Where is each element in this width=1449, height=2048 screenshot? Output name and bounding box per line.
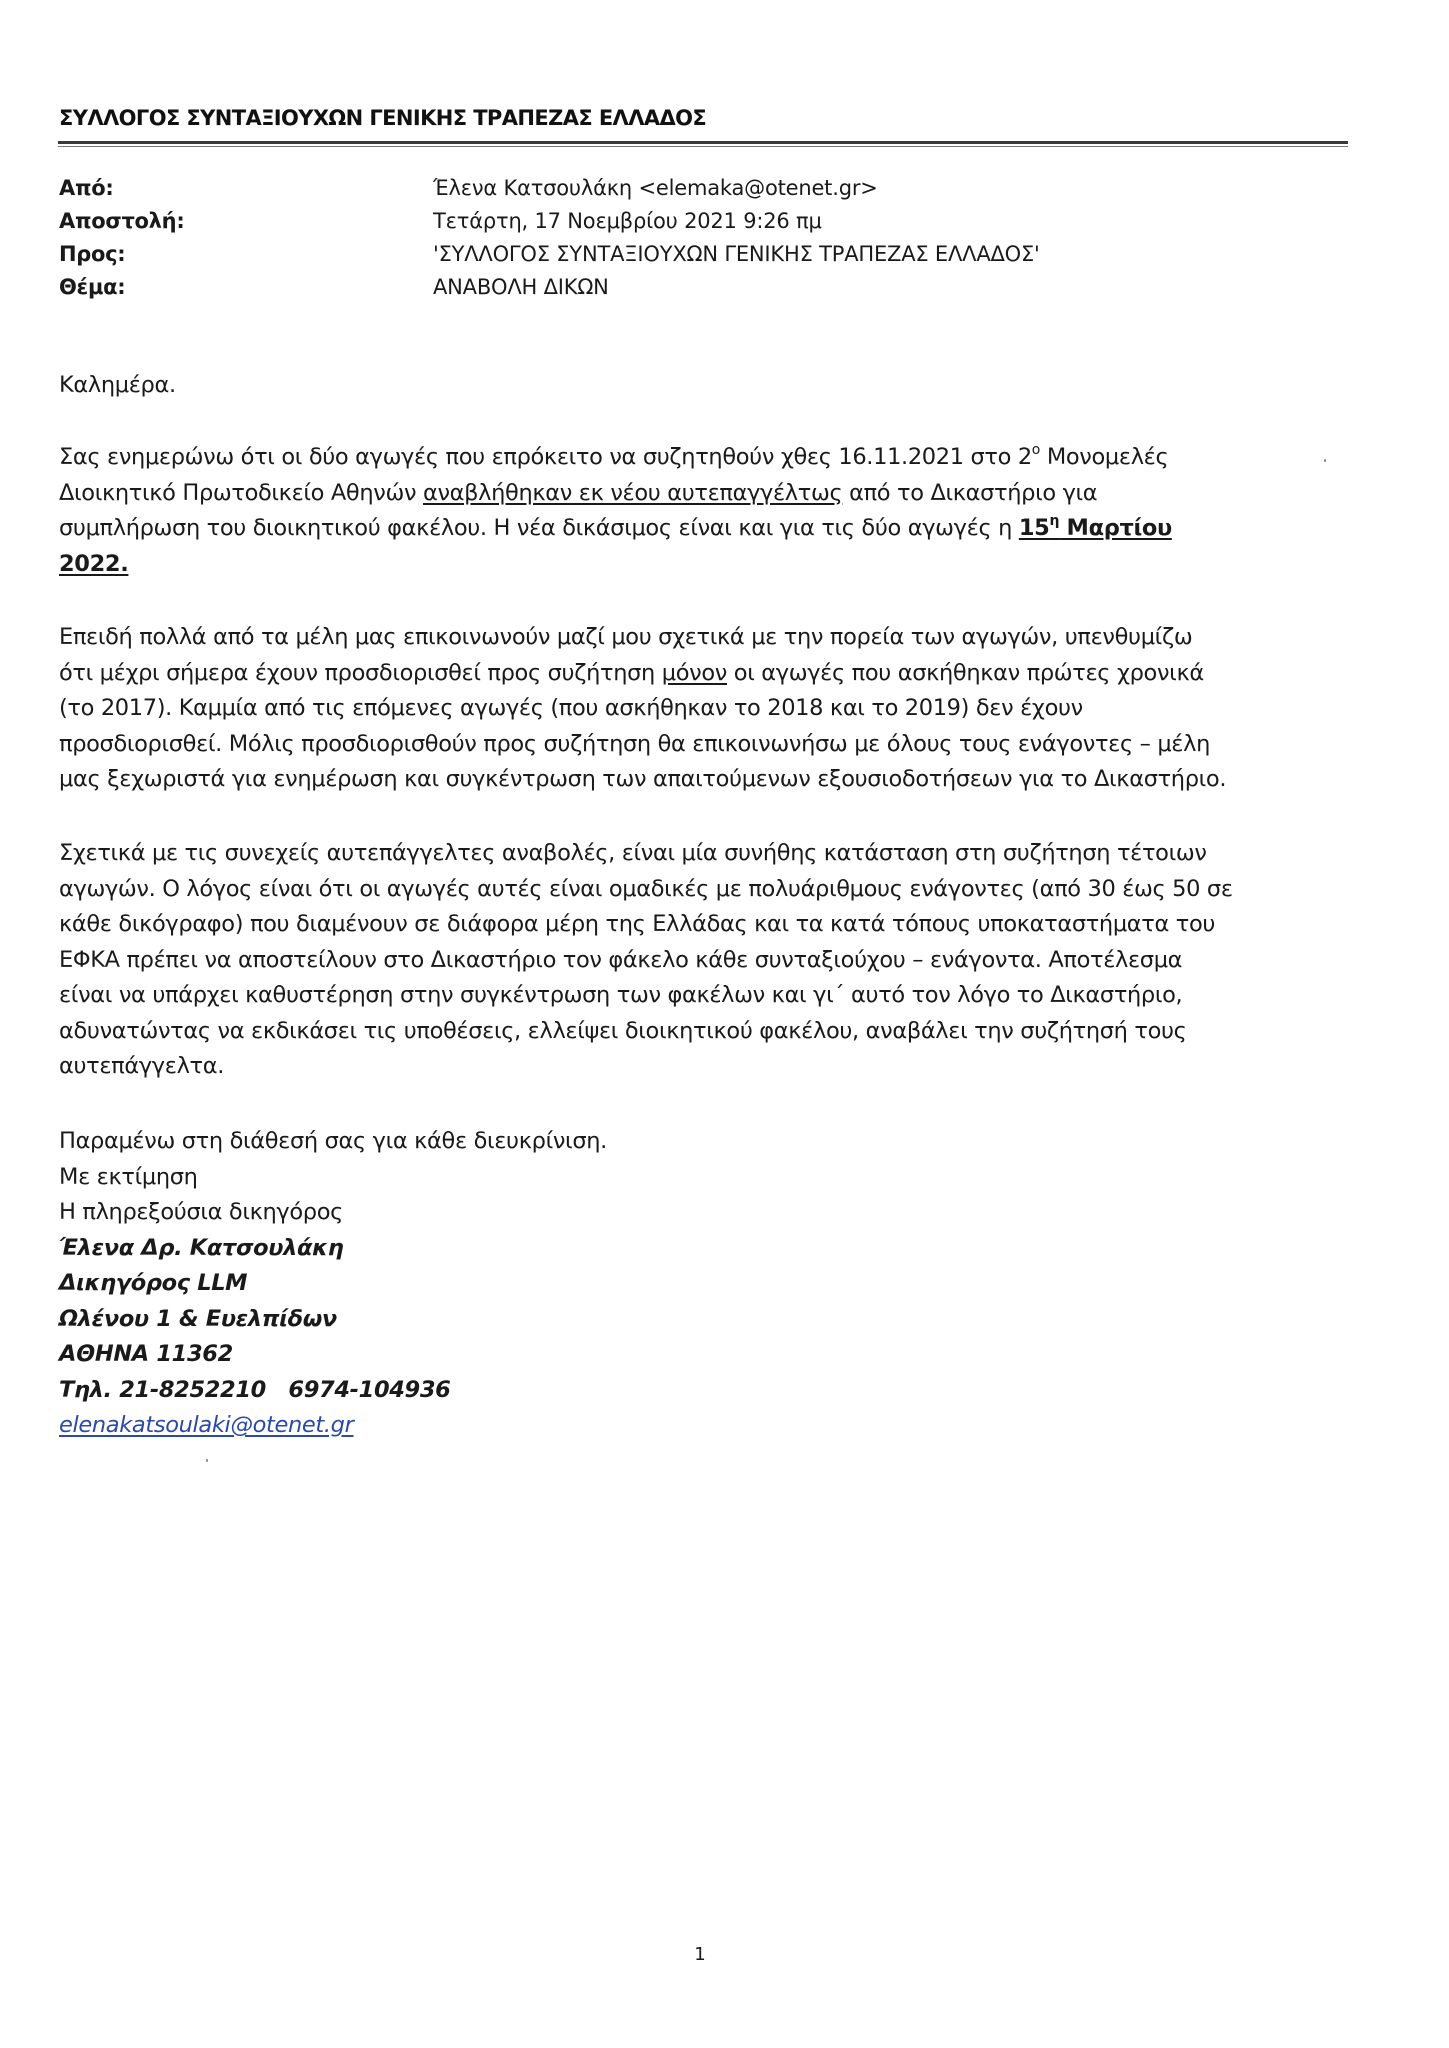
closing-line: Παραμένω στη διάθεσή σας για κάθε διευκρίνιση. xyxy=(59,1128,607,1154)
p1-l2-text-end: από το Δικαστήριο για xyxy=(842,479,1098,506)
p2-l2-text: ότι μέχρι σήμερα έχουν προσδιορισθεί προς συζήτηση xyxy=(59,659,662,686)
signature-phone: Τηλ. 21-8252210 6974-104936 xyxy=(59,1376,451,1403)
from-value: Έλενα Κατσουλάκη <elemaka@otenet.gr> xyxy=(433,176,878,200)
header-divider-thin xyxy=(58,146,1348,147)
p1-line-1 xyxy=(59,440,1359,476)
greeting: Καλημέρα. xyxy=(59,372,176,398)
signature-title: Δικηγόρος LLM xyxy=(59,1270,248,1296)
date-day: 15 xyxy=(1018,515,1050,541)
p2-line-1: Επειδή πολλά από τα μέλη μας επικοινωνούν μαζί μου σχετικά με την πορεία των αγωγών, υπενθυμίζω xyxy=(59,624,1193,650)
p2-line-5: μας ξεχωριστά για ενημέρωση και συγκέντρωση των απαιτούμενων εξουσιοδοτήσεων για το Δικαστήριο. xyxy=(59,766,1227,792)
subject-row xyxy=(59,271,1359,304)
p2-line-3: (το 2017). Καμμία από τις επόμενες αγωγές (που ασκήθηκαν το 2018 και το 2019) δεν έχουν xyxy=(59,695,1083,721)
signature-city: ΑΘΗΝΑ 11362 xyxy=(59,1341,233,1367)
sent-row xyxy=(59,205,1359,238)
paragraph-postponement xyxy=(59,440,1359,582)
to-row xyxy=(59,238,1359,271)
p3-line-2: αγωγών. Ο λόγος είναι ότι οι αγωγές αυτές είναι ομαδικές με πολυάριθμους ενάγοντες (από 30 έως 50 σε xyxy=(59,875,1233,902)
p1-l2-underlined: αναβλήθηκαν εκ νέου αυτεπαγγέλτως xyxy=(422,479,843,506)
page-number: 1 xyxy=(694,1944,706,1965)
p1-line-4 xyxy=(59,547,1359,583)
date-month: Μαρτίου xyxy=(1059,515,1172,541)
date-year: 2022. xyxy=(59,550,129,577)
new-hearing-date xyxy=(1018,512,1172,541)
email-meta xyxy=(59,172,1359,304)
p2-line-2 xyxy=(59,656,1359,692)
p1-l1-text: Σας ενημερώνω ότι οι δύο αγωγές που επρόκειτο να συζητηθούν χθες 16.11.2021 στο 2 xyxy=(59,444,1032,470)
paragraph-status xyxy=(59,620,1359,798)
p1-l3-text: συμπλήρωση του διοικητικού φακέλου. Η νέα δικάσιμος είναι και για τις δύο αγωγές η xyxy=(59,515,1019,541)
p3-line-6: αδυνατώντας να εκδικάσει τις υποθέσεις, ελλείψει διοικητικού φακέλου, αναβάλει την συζήτησή τους xyxy=(59,1017,1187,1044)
p2-line-4: προσδιορισθεί. Μόλις προσδιορισθούν προς συζήτηση θα επικοινωνήσω με όλους τους ενάγοντες – μέλη xyxy=(59,730,1210,757)
from-row xyxy=(59,172,1359,205)
to-label: Προς: xyxy=(59,242,126,266)
closing-block xyxy=(59,1124,1359,1444)
date-sup: η xyxy=(1049,512,1060,529)
signature-email-link[interactable]: elenakatsoulaki@otenet.gr xyxy=(59,1412,354,1438)
p1-line-3 xyxy=(59,511,1359,547)
to-value: 'ΣΥΛΛΟΓΟΣ ΣΥΝΤΑΞΙΟΥΧΩΝ ΓΕΝΙΚΗΣ ΤΡΑΠΕΖΑΣ ΕΛΛΑΔΟΣ' xyxy=(433,242,1040,266)
subject-value: ΑΝΑΒΟΛΗ ΔΙΚΩΝ xyxy=(433,275,609,299)
p3-line-1: Σχετικά με τις συνεχείς αυτεπάγγελτες αναβολές, είναι μία συνήθης κατάσταση στη συζήτηση τέτοιων xyxy=(59,840,1207,866)
p1-l1-text-end: Μονομελές xyxy=(1040,444,1169,470)
organization-heading: ΣΥΛΛΟΓΟΣ ΣΥΝΤΑΞΙΟΥΧΩΝ ΓΕΝΙΚΗΣ ΤΡΑΠΕΖΑΣ ΕΛΛΑΔΟΣ xyxy=(59,106,707,130)
p1-line-2 xyxy=(59,476,1359,512)
paragraph-explanation xyxy=(59,836,1359,1085)
p3-line-4: ΕΦΚΑ πρέπει να αποστείλουν στο Δικαστήριο τον φάκελο κάθε συνταξιούχου – ενάγοντα. Αποτέλεσμα xyxy=(59,946,1183,973)
from-label: Από: xyxy=(59,176,114,200)
p3-line-5: είναι να υπάρχει καθυστέρηση στην συγκέντρωση των φακέλων και γι΄ αυτό τον λόγο το Δικαστήριο, xyxy=(59,982,1183,1008)
sent-label: Αποστολή: xyxy=(59,209,185,233)
signature-email-line xyxy=(59,1408,1359,1444)
signature-name: Έλενα Δρ. Κατσουλάκη xyxy=(59,1234,344,1261)
scan-speck xyxy=(1324,459,1326,462)
regards-line: Με εκτίμηση xyxy=(59,1163,198,1190)
attorney-line: Η πληρεξούσια δικηγόρος xyxy=(59,1199,344,1225)
p3-line-3: κάθε δικόγραφο) που διαμένουν σε διάφορα μέρη της Ελλάδας και τα κατά τόπους υποκαταστήματα του xyxy=(59,911,1216,937)
signature-address: Ωλένου 1 & Ευελπίδων xyxy=(59,1305,337,1332)
p1-l1-sup: ο xyxy=(1031,441,1041,458)
scan-speck xyxy=(206,1459,208,1462)
p2-l2-underlined: μόνον xyxy=(661,659,727,686)
p2-l2-text-end: οι αγωγές που ασκήθηκαν πρώτες χρονικά xyxy=(726,659,1204,686)
subject-label: Θέμα: xyxy=(59,275,126,299)
header-divider xyxy=(58,141,1348,144)
p3-line-7: αυτεπάγγελτα. xyxy=(59,1053,225,1079)
p1-l2-text: Διοικητικό Πρωτοδικείο Αθηνών xyxy=(59,479,423,506)
sent-value: Τετάρτη, 17 Νοεμβρίου 2021 9:26 πμ xyxy=(433,209,822,233)
